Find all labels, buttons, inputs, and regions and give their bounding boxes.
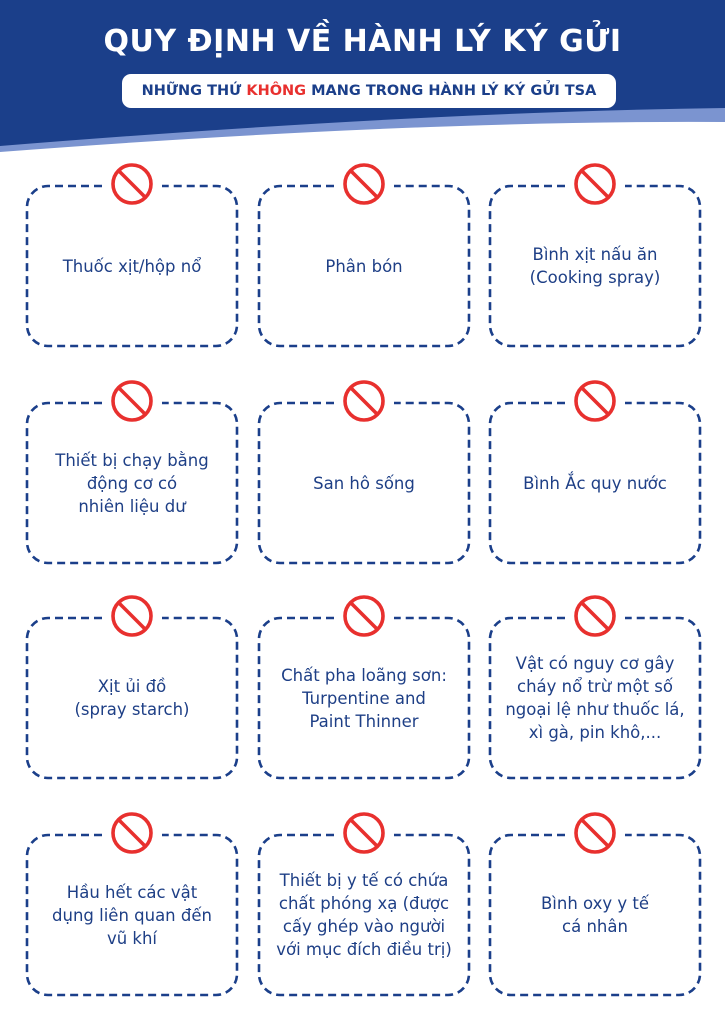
item-label: Thuốc xịt/hộp nổ: [62, 256, 202, 276]
prohibited-icon: [572, 378, 618, 424]
subtitle-text: NHỮNG THỨ: [141, 83, 247, 99]
prohibited-item-card: [26, 617, 238, 779]
item-label: Bình oxy y tế cá nhân: [540, 894, 650, 936]
prohibited-icon: [341, 810, 387, 856]
prohibited-icon: [109, 593, 155, 639]
item-label: Xịt ủi đồ (spray starch): [74, 677, 190, 719]
item-label: San hô sống: [313, 473, 415, 493]
prohibited-item-card: [26, 185, 238, 347]
prohibited-icon: [109, 378, 155, 424]
prohibited-icon: [572, 161, 618, 207]
item-label: Bình Ắc quy nước: [523, 473, 667, 493]
prohibited-icon: [341, 378, 387, 424]
item-label: Phân bón: [325, 256, 403, 276]
prohibited-item-card: [258, 834, 470, 996]
prohibited-icon: [341, 593, 387, 639]
subtitle-highlight: KHÔNG: [246, 83, 307, 99]
item-label: Bình xịt nấu ăn (Cooking spray): [529, 245, 661, 287]
prohibited-item-card: [258, 185, 470, 347]
prohibited-item-card: [489, 834, 701, 996]
prohibited-icon: [572, 810, 618, 856]
subtitle-text-end: MANG TRONG HÀNH LÝ KÝ GỬI TSA: [306, 83, 597, 99]
prohibited-item-card: [489, 402, 701, 564]
page-title: QUY ĐỊNH VỀ HÀNH LÝ KÝ GỬI: [103, 24, 622, 59]
prohibited-icon: [109, 810, 155, 856]
prohibited-item-card: [489, 617, 701, 779]
prohibited-icon: [109, 161, 155, 207]
prohibited-item-card: [489, 185, 701, 347]
item-label: Vật có nguy cơ gây cháy nổ trừ một số ngoại lệ như thuốc lá, xì gà, pin khô,...: [505, 654, 685, 742]
item-label: Thiết bị y tế có chứa chất phóng xạ (được cấy ghép vào người với mục đích điều trị): [276, 871, 452, 959]
prohibited-item-card: [258, 402, 470, 564]
item-label: Chất pha loãng sơn: Turpentine and Paint Thinner: [281, 665, 447, 731]
prohibited-icon: [572, 593, 618, 639]
prohibited-item-card: [26, 402, 238, 564]
item-label: Thiết bị chạy bằng động cơ có nhiên liệu dư: [55, 450, 209, 516]
prohibited-icon: [341, 161, 387, 207]
item-label: Hầu hết các vật dụng liên quan đến vũ khí: [52, 882, 212, 948]
prohibited-item-card: [258, 617, 470, 779]
prohibited-item-card: [26, 834, 238, 996]
